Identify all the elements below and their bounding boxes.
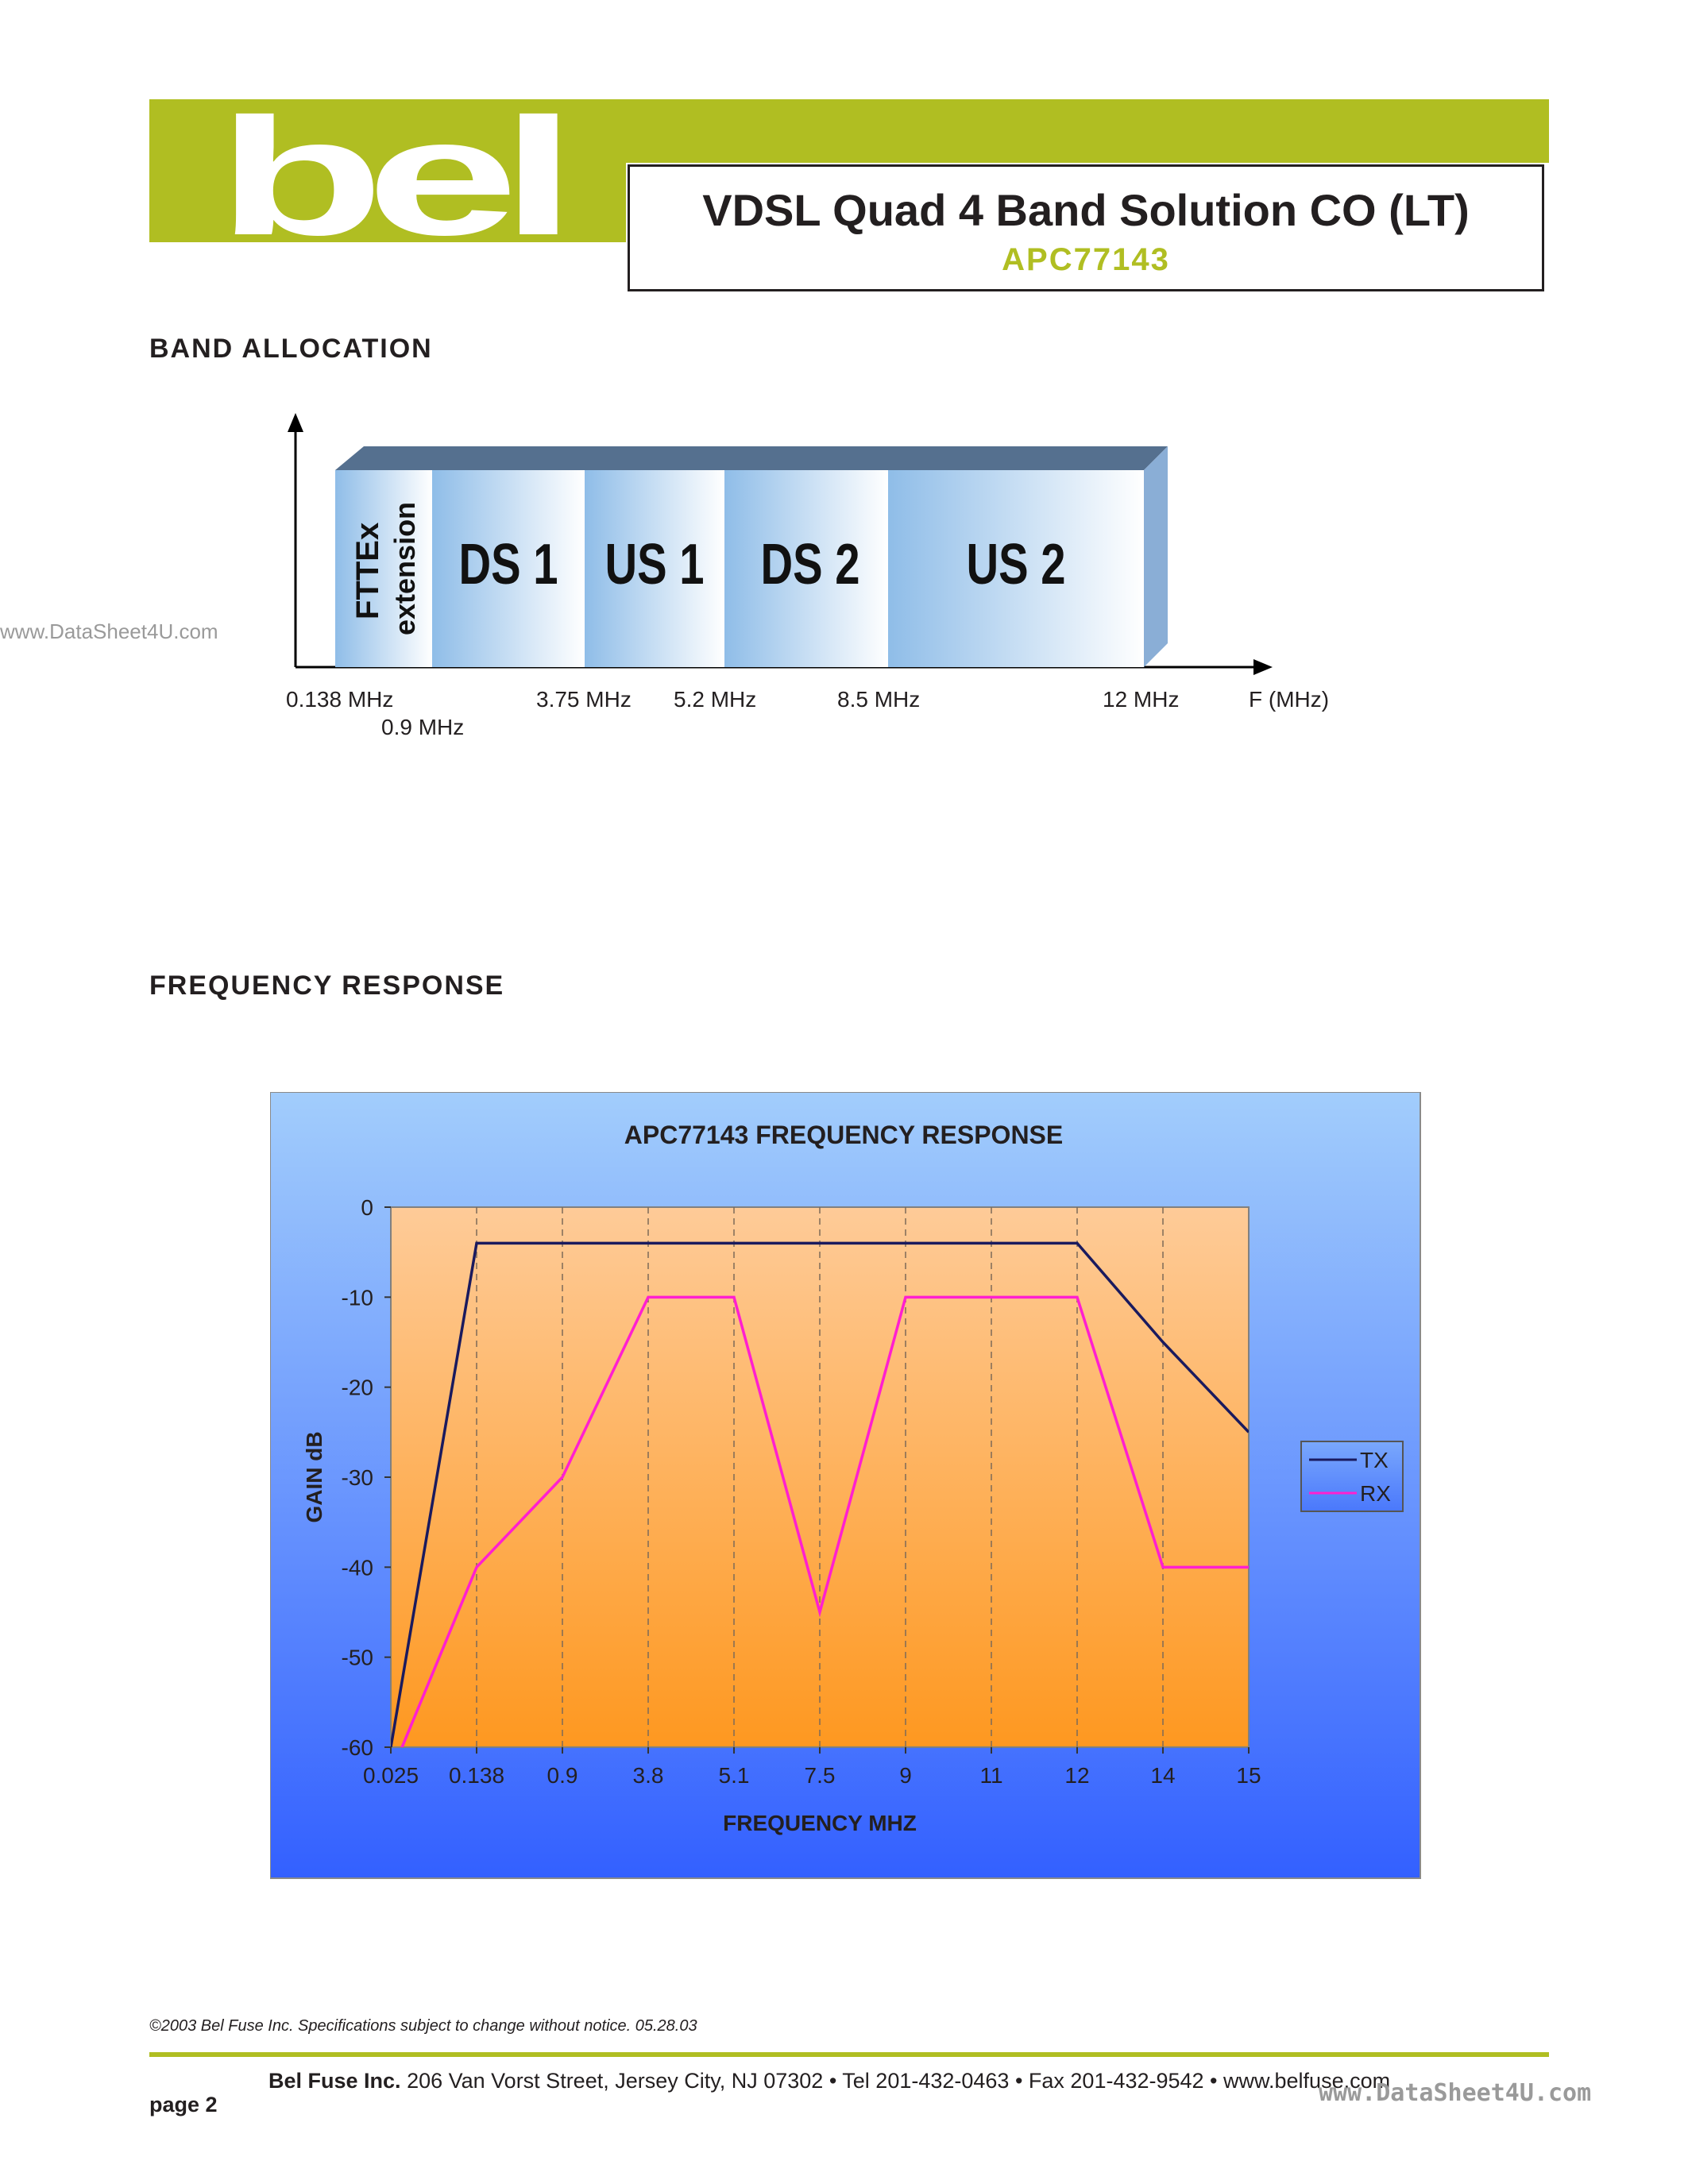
x-tick-label: 12 [1064, 1763, 1090, 1788]
band-label-us2: US 2 [966, 533, 1066, 596]
band-block-side [1144, 446, 1168, 667]
frequency-response-chart [270, 1092, 1438, 1894]
x-tick-label: 14 [1150, 1763, 1176, 1788]
y-tick-label: -30 [341, 1465, 373, 1490]
freq-label-0138: 0.138 MHz [286, 687, 394, 712]
legend [1301, 1441, 1403, 1511]
part-number: APC77143 [1002, 242, 1170, 277]
x-tick-label: 11 [979, 1763, 1003, 1788]
footer-rule [149, 2052, 1549, 2057]
watermark-bottom-right: www.DataSheet4U.com [1319, 2079, 1592, 2107]
x-tick-label: 3.8 [632, 1763, 664, 1788]
x-tick-label: 15 [1236, 1763, 1261, 1788]
logo-text: bel [217, 99, 558, 242]
freq-label-52: 5.2 MHz [674, 687, 757, 712]
x-axis-label: FREQUENCY MHZ [723, 1811, 917, 1835]
footer-address-line [268, 2069, 1390, 2093]
watermark-left: www.DataSheet4U.com [0, 619, 218, 643]
y-tick-label: -60 [341, 1735, 373, 1760]
freq-label-09: 0.9 MHz [381, 715, 465, 739]
footer-address: 206 Van Vorst Street, Jersey City, NJ 07302 • Tel 201-432-0463 • Fax 201-432-9542 • www.belfuse.com [400, 2069, 1391, 2093]
freq-axis-label: F (MHz) [1249, 687, 1330, 712]
band-label-ds1: DS 1 [458, 533, 558, 596]
band-label-fttex-1: FTTEx [350, 522, 385, 619]
freq-label-375: 3.75 MHz [536, 687, 632, 712]
bel-logo [149, 99, 626, 242]
x-tick-label: 0.9 [547, 1763, 578, 1788]
y-tick-label: -40 [341, 1555, 373, 1580]
chart-title: APC77143 FREQUENCY RESPONSE [624, 1121, 1064, 1149]
y-tick-label: -10 [341, 1285, 373, 1310]
y-tick-label: -20 [341, 1375, 373, 1400]
x-tick-label: 9 [899, 1763, 912, 1788]
frequency-response-heading: FREQUENCY RESPONSE [149, 970, 505, 1001]
page-title: VDSL Quad 4 Band Solution CO (LT) [702, 185, 1470, 235]
band-x-arrow [1253, 659, 1273, 675]
freq-label-85: 8.5 MHz [837, 687, 921, 712]
y-axis-label: GAIN dB [302, 1431, 326, 1523]
x-tick-label: 0.025 [362, 1763, 419, 1788]
x-tick-label: 7.5 [804, 1763, 836, 1788]
y-tick-label: 0 [361, 1195, 373, 1220]
x-tick-label: 0.138 [448, 1763, 505, 1788]
band-block-top [335, 446, 1168, 470]
band-label-us1: US 1 [605, 533, 705, 596]
y-tick-label: -50 [341, 1645, 373, 1670]
footer-note: ©2003 Bel Fuse Inc. Specifications subject to change without notice. 05.28.03 [149, 2017, 697, 2035]
band-label-fttex-2: extension [388, 501, 421, 635]
x-tick-label: 5.1 [718, 1763, 750, 1788]
freq-label-12: 12 MHz [1103, 687, 1180, 712]
band-label-ds2: DS 2 [760, 533, 860, 596]
band-allocation-diagram [270, 405, 1382, 754]
footer-company: Bel Fuse Inc. [268, 2069, 401, 2093]
band-allocation-heading: BAND ALLOCATION [149, 334, 433, 364]
band-y-arrow [288, 413, 303, 432]
legend-tx-label: TX [1360, 1448, 1389, 1472]
page-number: page 2 [149, 2093, 218, 2116]
legend-rx-label: RX [1360, 1481, 1391, 1506]
